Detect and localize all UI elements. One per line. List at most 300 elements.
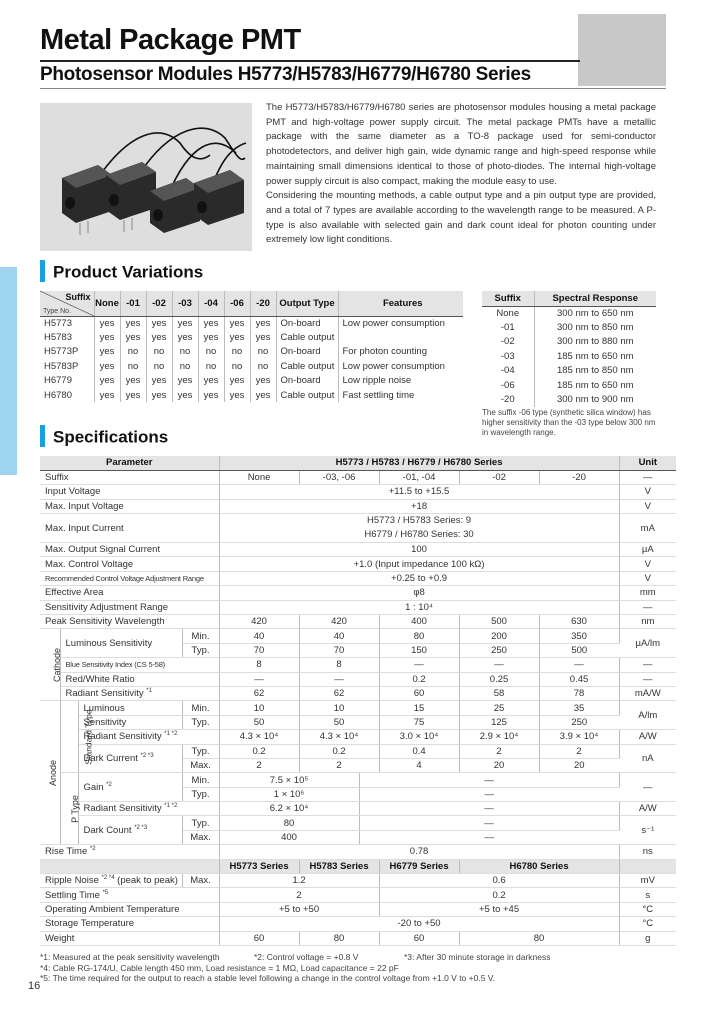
sp-cell: 80 [219, 816, 359, 830]
table-row [482, 364, 656, 378]
sp-note-ref: *2 [89, 846, 96, 853]
sp-cell: 100 [219, 543, 619, 557]
p-type-text: P Type [69, 794, 80, 823]
sp-cell: 8 [219, 658, 299, 672]
pv-cell: no [224, 359, 250, 373]
sp-note-ref: *2 *3 [140, 752, 154, 759]
sr-cell: 185 nm to 650 nm [556, 379, 634, 391]
product-variations-table [40, 291, 463, 402]
pv-cell: yes [172, 316, 198, 330]
sp-cell: 500 [459, 615, 539, 629]
specifications-table [40, 456, 676, 946]
pv-corner-cell [40, 291, 94, 316]
sp-cell: 500 [539, 643, 619, 657]
pv-cell: yes [250, 374, 276, 388]
pv-cell: yes [198, 388, 224, 402]
sp-cell: 60 [219, 931, 299, 945]
sp-series-header: H5773 / H5783 / H6779 / H6780 Series [219, 456, 619, 470]
sp-label-group [78, 802, 219, 816]
sp-label-group [40, 874, 182, 888]
series-header: H5783 Series [299, 859, 379, 873]
sp-cell: — [359, 802, 619, 816]
pv-cell: yes [94, 330, 120, 344]
sp-cell: φ8 [219, 586, 619, 600]
sp-cell: — [379, 658, 459, 672]
sr-cell: None [482, 306, 534, 320]
footnote: *3: After 30 minute storage in darkness [404, 952, 551, 962]
table-row [40, 514, 676, 543]
table-row [40, 686, 676, 700]
pv-cell: On-board [276, 374, 338, 388]
sp-cell: 0.6 [379, 874, 619, 888]
pv-cell: yes [198, 316, 224, 330]
pv-cell: H6780 [40, 388, 94, 402]
sp-label-group [78, 744, 182, 773]
table-row [40, 557, 676, 571]
pv-cell: yes [94, 345, 120, 359]
table-row [40, 615, 676, 629]
sp-unit: °C [619, 917, 676, 931]
pv-cell: H5783 [40, 330, 94, 344]
pv-cell: no [250, 359, 276, 373]
pv-col-header: -06 [224, 291, 250, 316]
pv-header-row [40, 291, 463, 316]
sp-cell: — [359, 787, 619, 801]
sp-cell: 2 [459, 744, 539, 758]
sp-label-group [60, 686, 219, 700]
table-row [40, 499, 676, 513]
specifications-title: Specifications [53, 427, 169, 447]
table-row [40, 773, 676, 787]
pv-cell: yes [146, 388, 172, 402]
sp-cell-line: H6779 / H6780 Series: 30 [364, 529, 474, 541]
pv-cell: Low power consumption [342, 360, 445, 372]
pv-cell: yes [250, 316, 276, 330]
sp-label: Rise Time [45, 846, 88, 858]
sp-cell: -03, -06 [299, 470, 379, 484]
sp-cell: 2.9 × 10⁴ [459, 730, 539, 744]
sp-label: Suffix [40, 470, 219, 484]
sr-cell: -03 [482, 349, 534, 363]
pv-cell: yes [146, 316, 172, 330]
heading-bar [40, 260, 45, 282]
sp-cell: 2 [299, 758, 379, 772]
sr-cell: 185 nm to 650 nm [556, 350, 634, 362]
sp-cell: 0.2 [379, 672, 459, 686]
sp-cell: 2 [219, 758, 299, 772]
product-variations-title: Product Variations [53, 262, 204, 282]
sp-cell: None [219, 470, 299, 484]
sp-cell: 6.2 × 10⁴ [219, 802, 359, 816]
sp-label: Radiant Sensitivity [83, 803, 162, 815]
sp-cell: 70 [219, 643, 299, 657]
sp-cell: 70 [299, 643, 379, 657]
pv-cell: H5773 [40, 316, 94, 330]
sp-cell: 50 [299, 715, 379, 729]
pv-col-header: -02 [146, 291, 172, 316]
sp-cell: 3.0 × 10⁴ [379, 730, 459, 744]
sp-cell [219, 514, 619, 543]
table-row [40, 600, 676, 614]
sp-label: Max. Input Voltage [40, 499, 219, 513]
page-title: Metal Package PMT [40, 24, 301, 56]
sp-label: Storage Temperature [40, 917, 219, 931]
sr-cell: -06 [482, 378, 534, 392]
table-row [40, 701, 676, 715]
sp-unit: — [619, 672, 676, 686]
sp-cell: 250 [539, 715, 619, 729]
pv-cell: no [224, 345, 250, 359]
product-photo [40, 103, 252, 251]
sp-label: Dark Count [83, 824, 132, 836]
sp-minmax: Min. [182, 773, 219, 787]
anode-group-text: Anode [48, 759, 59, 786]
sp-note-ref: *1 [146, 688, 152, 695]
pv-cell: no [172, 345, 198, 359]
side-tab [0, 267, 17, 475]
sp-unit: mA [619, 514, 676, 543]
table-row [40, 744, 676, 758]
pv-cell: no [172, 359, 198, 373]
pv-cell: H5773P [40, 345, 94, 359]
footnote: *5: The time required for the output to reach a stable level following a change in the control voltage from +1.0 V to +0.5 V. [40, 973, 496, 984]
table-row [40, 330, 463, 344]
sp-unit: °C [619, 902, 676, 916]
sp-unit: mV [619, 874, 676, 888]
cathode-group-text: Cathode [52, 647, 63, 682]
sp-label: Max. Control Voltage [40, 557, 219, 571]
sp-cell: +5 to +45 [379, 902, 619, 916]
page-subtitle: Photosensor Modules H5773/H5783/H6779/H6780 Series [40, 64, 531, 85]
sp-label: Dark Current [83, 752, 138, 764]
header-gray-block [578, 14, 666, 86]
table-row [40, 485, 676, 499]
table-row [40, 902, 676, 916]
sp-unit: V [619, 571, 676, 585]
heading-bar [40, 425, 45, 447]
sp-cell: 80 [299, 931, 379, 945]
sr-col-header: Suffix [482, 291, 534, 306]
sp-label: Peak Sensitivity Wavelength [40, 615, 219, 629]
sp-minmax: Typ. [182, 643, 219, 657]
sp-unit-header: Unit [619, 456, 676, 470]
pv-col-header: -20 [250, 291, 276, 316]
sp-cell: 35 [539, 701, 619, 715]
table-row [482, 306, 656, 320]
pv-cell: yes [198, 330, 224, 344]
sp-cell: 2 [539, 744, 619, 758]
pv-cell: Low ripple noise [342, 375, 412, 387]
pv-cell: yes [250, 388, 276, 402]
sp-cell: 0.78 [219, 845, 619, 859]
pv-cell: yes [224, 330, 250, 344]
sp-cell: 40 [219, 629, 299, 643]
sp-unit: μA/lm [619, 629, 676, 658]
pv-cell: no [120, 345, 146, 359]
pv-col-header: Output Type [276, 291, 338, 316]
pv-cell: yes [94, 316, 120, 330]
sp-cell: 3.9 × 10⁴ [539, 730, 619, 744]
footnotes [40, 952, 656, 984]
header-underline [40, 88, 666, 89]
standard-type-text: Standard Type [83, 709, 94, 765]
sp-note-ref: *2 *4 [101, 875, 115, 882]
sp-cell: 80 [459, 931, 619, 945]
spectral-note: The suffix -06 type (synthetic silica window) has higher sensitivity than the -03 type below 300 nm in wavelength range. [482, 408, 656, 437]
sp-cell: +18 [219, 499, 619, 513]
sp-cell: 4.3 × 10⁴ [299, 730, 379, 744]
pv-cell: yes [120, 374, 146, 388]
sp-cell: 75 [379, 715, 459, 729]
series-header: H6780 Series [459, 859, 619, 873]
sp-label: Luminous Sensitivity [60, 629, 182, 658]
sp-unit: s [619, 888, 676, 902]
header-rule [40, 60, 580, 62]
pv-cell: On-board [276, 345, 338, 359]
table-row [40, 629, 676, 643]
sp-cell: 400 [219, 830, 359, 844]
table-row [40, 888, 676, 902]
table-row [40, 931, 676, 945]
sp-cell: 150 [379, 643, 459, 657]
sp-note-ref: *1 *2 [164, 803, 178, 810]
anode-group-label [40, 701, 60, 845]
sp-cell: -01, -04 [379, 470, 459, 484]
sr-header-row [482, 291, 656, 306]
pv-cell: yes [120, 330, 146, 344]
sp-cell: — [359, 816, 619, 830]
sp-cell: 62 [299, 686, 379, 700]
pv-cell: yes [94, 374, 120, 388]
sp-unit: g [619, 931, 676, 945]
table-row [40, 715, 676, 729]
table-row [40, 802, 676, 816]
sp-minmax: Typ. [182, 787, 219, 801]
pv-cell: no [250, 345, 276, 359]
sp-unit: — [619, 658, 676, 672]
pv-cell: yes [250, 330, 276, 344]
sp-cell: 4 [379, 758, 459, 772]
pv-cell: On-board [276, 316, 338, 330]
sp-cell: 400 [379, 615, 459, 629]
product-variations-heading [40, 262, 203, 284]
pv-col-header: Features [338, 291, 463, 316]
standard-type-label [60, 701, 94, 773]
sr-cell: 185 nm to 850 nm [556, 365, 634, 377]
sr-cell: -01 [482, 320, 534, 334]
sp-unit: s⁻¹ [619, 816, 676, 845]
sp-cell: — [359, 830, 619, 844]
footnote: *1: Measured at the peak sensitivity wavelength [40, 952, 220, 962]
pv-cell: no [198, 359, 224, 373]
pv-type-label: Type No. [43, 307, 72, 315]
pv-cell: Cable output [276, 388, 338, 402]
pv-cell: yes [120, 388, 146, 402]
sp-cell: 630 [539, 615, 619, 629]
sp-label: Effective Area [40, 586, 219, 600]
pv-col-header: -01 [120, 291, 146, 316]
pv-cell: Cable output [276, 359, 338, 373]
sp-cell: 200 [459, 629, 539, 643]
sp-minmax: Typ. [182, 816, 219, 830]
sr-cell: -20 [482, 392, 534, 406]
pv-cell: no [120, 359, 146, 373]
sp-cell: — [539, 658, 619, 672]
sp-header-row [40, 456, 676, 470]
pv-cell: yes [224, 388, 250, 402]
sp-minmax: Max. [182, 758, 219, 772]
sp-cell: 4.3 × 10⁴ [219, 730, 299, 744]
pv-cell: yes [94, 388, 120, 402]
sp-cell: 15 [379, 701, 459, 715]
sp-cell: 0.2 [379, 888, 619, 902]
sp-cell-line: H5773 / H5783 Series: 9 [367, 515, 472, 527]
table-row [40, 874, 676, 888]
sp-unit: mm [619, 586, 676, 600]
table-row [482, 320, 656, 334]
cathode-group-label [40, 629, 63, 701]
sp-minmax: Min. [182, 629, 219, 643]
pv-cell: yes [224, 374, 250, 388]
pv-cell: no [146, 359, 172, 373]
sp-cell: 25 [459, 701, 539, 715]
pv-cell: Fast settling time [342, 389, 415, 401]
sp-cell: 20 [539, 758, 619, 772]
sp-unit: mA/W [619, 686, 676, 700]
pv-cell [338, 330, 463, 344]
sp-label: Gain [83, 781, 104, 793]
sp-unit: ns [619, 845, 676, 859]
sp-label: Red/White Ratio [60, 672, 219, 686]
table-row [40, 345, 463, 359]
p-type-label [60, 773, 78, 845]
sr-cell: 300 nm to 900 nm [556, 394, 634, 406]
sp-label: Ripple Noise [45, 875, 99, 887]
sp-label: Luminous [78, 701, 182, 715]
pv-suffix-label: Suffix [65, 292, 91, 302]
sp-unit: A/lm [619, 701, 676, 730]
pv-col-header: None [94, 291, 120, 316]
sp-unit: nA [619, 744, 676, 773]
sp-unit: μA [619, 543, 676, 557]
footnote: *2: Control voltage = +0.8 V [254, 952, 359, 962]
sp-cell: 80 [379, 629, 459, 643]
sp-label-group [78, 816, 182, 845]
sp-cell: +11.5 to +15.5 [219, 485, 619, 499]
sp-cell: 60 [379, 686, 459, 700]
sp-cell: 2 [219, 888, 379, 902]
sp-label: Blue Sensitivity Index (CS 5-58) [60, 658, 219, 672]
table-row [40, 543, 676, 557]
pv-cell: yes [224, 316, 250, 330]
sp-label: Input Voltage [40, 485, 219, 499]
sr-col-header: Spectral Response [534, 291, 656, 306]
sr-cell: 300 nm to 880 nm [556, 336, 634, 348]
table-row [40, 917, 676, 931]
sp-cell: 60 [379, 931, 459, 945]
sp-unit: A/W [619, 802, 676, 816]
sp-minmax: Typ. [182, 715, 219, 729]
spectral-response-table [482, 291, 656, 407]
sp-label: Sensitivity Adjustment Range [40, 600, 219, 614]
pv-cell: yes [172, 330, 198, 344]
pv-cell: H6779 [40, 374, 94, 388]
sp-cell: 0.25 [459, 672, 539, 686]
footnote-line [40, 952, 656, 963]
sp-cell: 50 [219, 715, 299, 729]
sp-label: Radiant Sensitivity [83, 731, 162, 743]
sp-label: Max. Input Current [40, 514, 219, 543]
sp-cell: 250 [459, 643, 539, 657]
sp-minmax: Typ. [182, 744, 219, 758]
table-row [40, 730, 676, 744]
pv-col-header: -04 [198, 291, 224, 316]
table-row [40, 658, 676, 672]
sp-unit: — [619, 773, 676, 802]
pv-cell: yes [146, 374, 172, 388]
page-number: 16 [28, 980, 41, 992]
table-row [40, 359, 463, 373]
pv-cell: yes [198, 374, 224, 388]
table-row [482, 335, 656, 349]
intro-text [266, 101, 656, 248]
sp-cell: 1 × 10⁶ [219, 787, 359, 801]
sp-cell: +1.0 (Input impedance 100 kΩ) [219, 557, 619, 571]
sp-unit: nm [619, 615, 676, 629]
pv-cell: Low power consumption [342, 317, 445, 329]
sp-cell: 40 [299, 629, 379, 643]
sp-minmax: Max. [182, 830, 219, 844]
table-row [40, 470, 676, 484]
sp-label: Operating Ambient Temperature [40, 902, 219, 916]
sp-cell: 350 [539, 629, 619, 643]
sp-cell: -02 [459, 470, 539, 484]
table-row [482, 349, 656, 363]
sp-cell: 420 [219, 615, 299, 629]
sp-label: Recommended Control Voltage Adjustment Range [40, 571, 219, 585]
pv-cell: For photon counting [342, 346, 428, 358]
sp-unit: — [619, 470, 676, 484]
sp-label: Settling Time [45, 889, 100, 901]
series-header-blank [619, 859, 676, 873]
sp-cell: 0.4 [379, 744, 459, 758]
table-row [40, 586, 676, 600]
sp-unit: — [619, 600, 676, 614]
series-header: H6779 Series [379, 859, 459, 873]
sp-cell: 10 [299, 701, 379, 715]
sp-label: Sensitivity [78, 715, 182, 729]
table-row [40, 845, 676, 859]
sp-cell: +5 to +50 [219, 902, 379, 916]
sp-minmax: Min. [182, 701, 219, 715]
intro-paragraph-2: Considering the mounting methods, a cable output type and a pin output type are provided, and a total of 7 types are available according to the wavelength range to be measured. A P-type is also available with selected gain and dark count ideal for photon counting under extremely low light conditions. [266, 190, 656, 246]
sp-cell: 58 [459, 686, 539, 700]
pv-cell: H5783P [40, 359, 94, 373]
pv-cell: yes [146, 330, 172, 344]
sp-cell: 62 [219, 686, 299, 700]
sr-cell: 300 nm to 850 nm [556, 322, 634, 334]
table-row [40, 816, 676, 830]
sr-cell: 300 nm to 650 nm [556, 307, 634, 319]
sp-cell: 0.2 [219, 744, 299, 758]
sp-label-group [40, 888, 219, 902]
sp-label: Radiant Sensitivity [65, 688, 144, 700]
sp-note-ref: *5 [102, 889, 109, 896]
table-row [482, 392, 656, 406]
intro-paragraph-1: The H5773/H5783/H6779/H6780 series are photosensor modules housing a metal package PMT and high-voltage power supply circuit. The metal package PMTs have a metallic package with the same diameter as a TO-8 package used for semi-conductor photodetectors, and deliver high gain, wide dynamic range and high-speed response while maintaining small dimensions identical to those of photo-diodes. The internal high-voltage power supply circuit is also compact, making the module easy to use. [266, 102, 656, 187]
sp-cell: 20 [459, 758, 539, 772]
sp-unit: A/W [619, 730, 676, 744]
